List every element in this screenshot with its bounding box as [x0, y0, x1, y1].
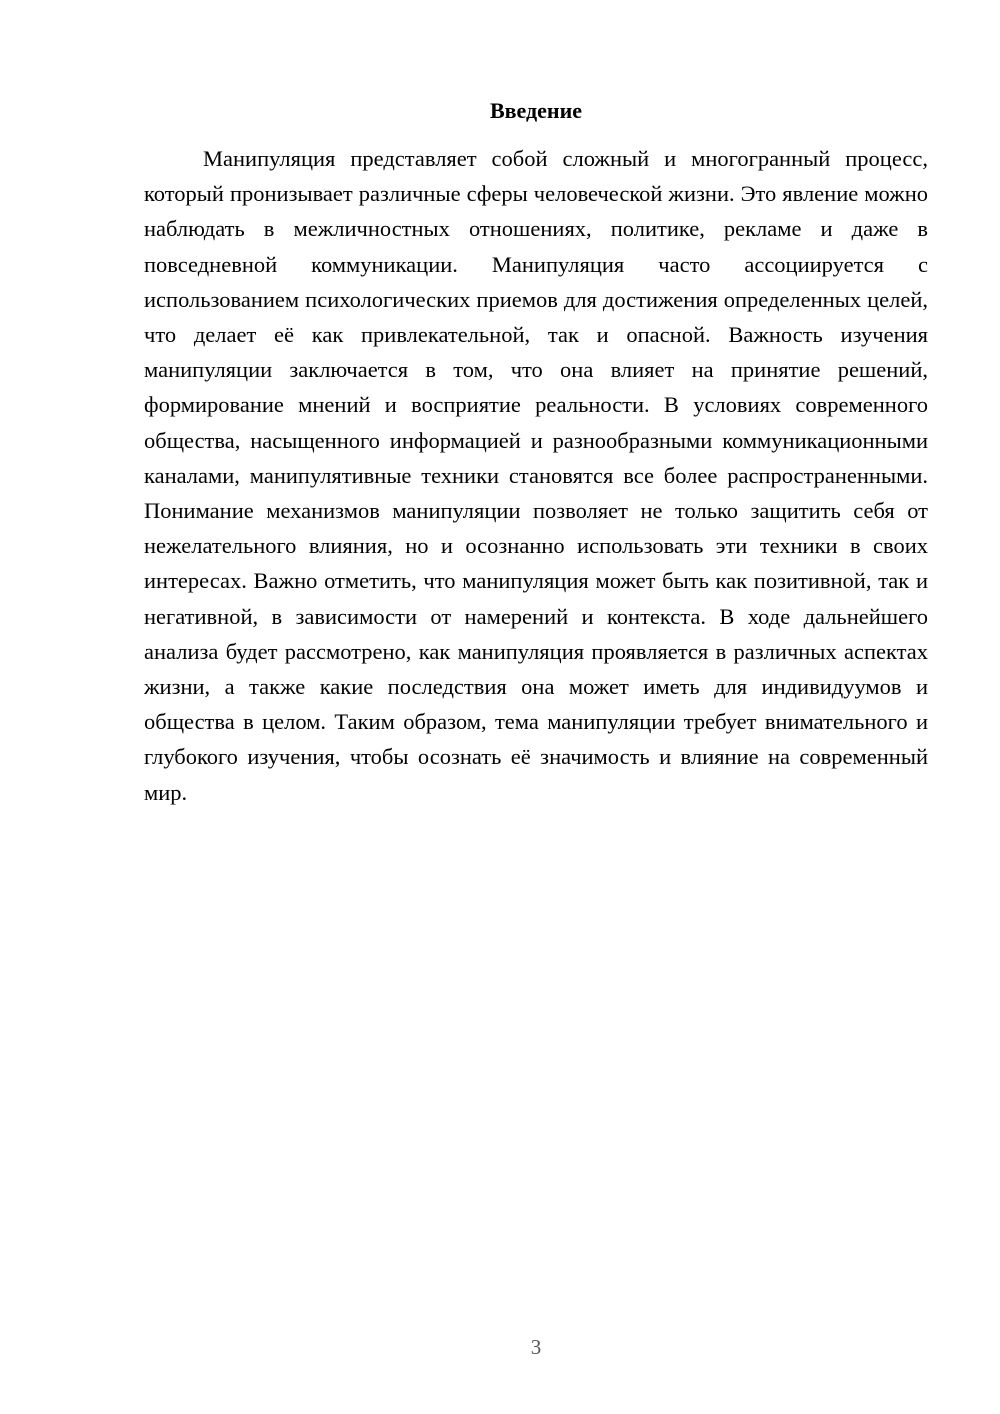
section-title: Введение	[489, 98, 583, 123]
page-number: 3	[530, 1335, 542, 1359]
body-paragraph: Манипуляция представляет собой сложный и многогранный процесс, который пронизывает различные сферы человеческой жизни. Это явление можно наблюдать в межличностных отношениях, политике, рекламе и даже в повседневной коммуникации. Манипуляция часто ассоциируется с использованием психологических приемов для достижения определенных целей, что делает её как привлекательной, так и опасной. Важность изучения манипуляции заключается в том, что она влияет на принятие решений, формирование мнений и восприятие реальности. В условиях современного общества, насыщенного информацией и разнообразными коммуникационными каналами, манипулятивные техники становятся все более распространенными. Понимание механизмов манипуляции позволяет не только защитить себя от нежелательного влияния, но и осознанно использовать эти техники в своих интересах. Важно отметить, что манипуляция может быть как позитивной, так и негативной, в зависимости от намерений и контекста. В ходе дальнейшего анализа будет рассмотрено, как манипуляция проявляется в различных аспектах жизни, а также какие последствия она может иметь для индивидуумов и общества в целом. Таким образом, тема манипуляции требует внимательного и глубокого изучения, чтобы осознать её значимость и влияние на современный мир.	[144, 146, 928, 805]
